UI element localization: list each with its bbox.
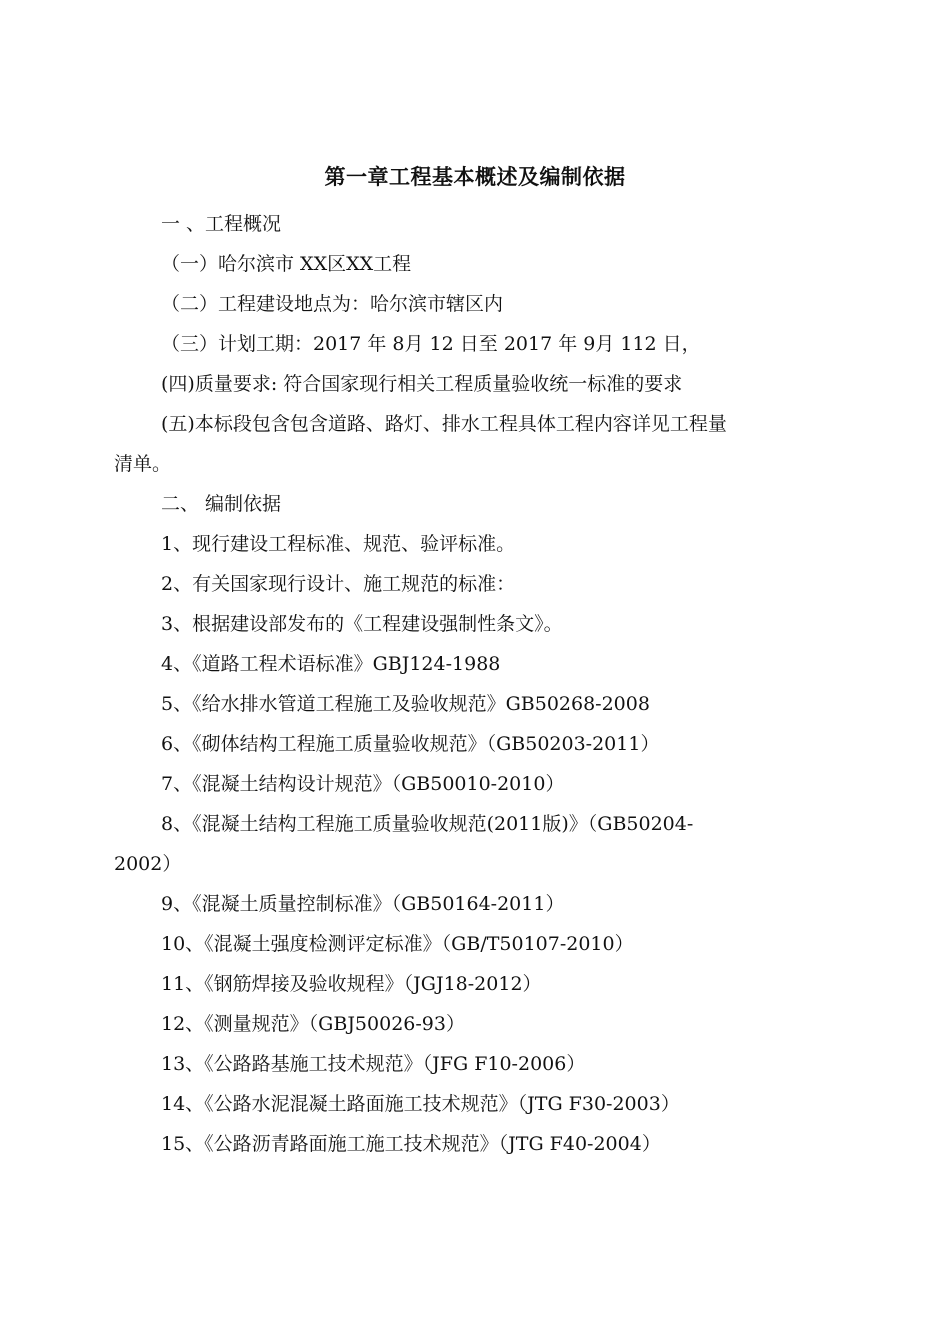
basis-item-2: 2、有关国家现行设计、施工规范的标准： (161, 573, 516, 595)
basis-item-10: 10、《混凝土强度检测评定标准》（GB/T50107-2010） (161, 933, 634, 955)
basis-item-6: 6、《砌体结构工程施工质量验收规范》（GB50203-2011） (161, 733, 660, 755)
basis-item-15: 15、《公路沥青路面施工施工技术规范》（JTG F40-2004） (161, 1133, 661, 1155)
basis-item-8-continuation: 2002） (114, 853, 182, 875)
overview-item-3: （三）计划工期：2017 年 8月 12 日至 2017 年 9月 112 日， (161, 333, 701, 355)
basis-item-11: 11、《钢筋焊接及验收规程》（JGJ18-2012） (161, 973, 542, 995)
basis-item-8: 8、《混凝土结构工程施工质量验收规范(2011版)》（GB50204- (161, 813, 694, 835)
basis-item-3: 3、根据建设部发布的《工程建设强制性条文》。 (161, 613, 563, 635)
basis-item-12: 12、《测量规范》（GBJ50026-93） (161, 1013, 465, 1035)
basis-item-9: 9、《混凝土质量控制标准》（GB50164-2011） (161, 893, 565, 915)
document-body (114, 204, 836, 1164)
overview-item-5: (五)本标段包含包含道路、路灯、排水工程具体工程内容详见工程量 (161, 413, 727, 435)
basis-item-13: 13、《公路路基施工技术规范》（JFG F10-2006） (161, 1053, 586, 1075)
overview-item-4: (四)质量要求: 符合国家现行相关工程质量验收统一标准的要求 (161, 373, 683, 395)
overview-item-1: （一）哈尔滨市 XX区XX工程 (161, 253, 412, 275)
basis-item-4: 4、《道路工程术语标准》GBJ124-1988 (161, 653, 501, 675)
basis-item-1: 1、现行建设工程标准、规范、验评标准。 (161, 533, 516, 555)
chapter-title: 第一章工程基本概述及编制依据 (324, 164, 626, 189)
overview-item-2: （二）工程建设地点为：哈尔滨市辖区内 (161, 293, 504, 315)
basis-item-14: 14、《公路水泥混凝土路面施工技术规范》（JTG F30-2003） (161, 1093, 680, 1115)
basis-item-5: 5、《给水排水管道工程施工及验收规范》GB50268-2008 (161, 693, 650, 715)
basis-item-7: 7、《混凝土结构设计规范》（GB50010-2010） (161, 773, 565, 795)
section-heading-overview: 一 、工程概况 (161, 213, 282, 235)
overview-item-5-continuation: 清单。 (114, 453, 172, 475)
section-heading-basis: 二、 编制依据 (161, 493, 282, 515)
